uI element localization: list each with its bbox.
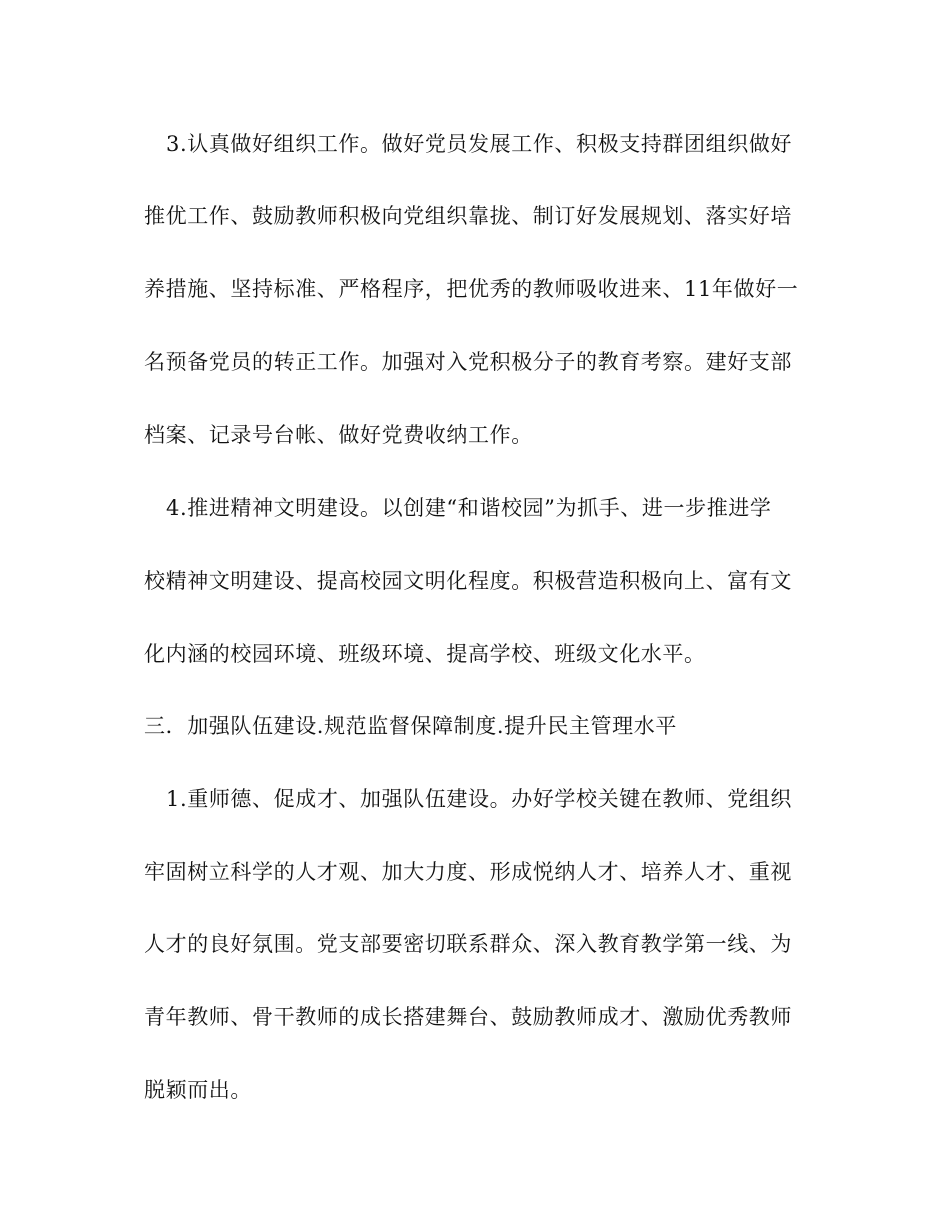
paragraph-1-line-1: 1.重师德、促成才、加强队伍建设。办好学校关键在教师、党组织 [166, 787, 793, 811]
paragraph-4-line-1: 4.推进精神文明建设。以创建“和谐校园”为抓手、进一步推进学 [166, 496, 772, 520]
paragraph-4-line-2: 校精神文明建设、提高校园文明化程度。积极营造积极向上、富有文 [144, 569, 792, 593]
paragraph-3-line-4: 名预备党员的转正工作。加强对入党积极分子的教育考察。建好支部 [144, 350, 792, 374]
paragraph-3-line-1: 3.认真做好组织工作。做好党员发展工作、积极支持群团组织做好 [166, 132, 793, 156]
paragraph-3-line-2: 推优工作、鼓励教师积极向党组织靠拢、制订好发展规划、落实好培 [144, 204, 792, 228]
section-heading-3: 三．加强队伍建设.规范监督保障制度.提升民主管理水平 [144, 714, 677, 738]
paragraph-1-line-5: 脱颖而出。 [144, 1078, 252, 1102]
paragraph-1-line-4: 青年教师、骨干教师的成长搭建舞台、鼓励教师成才、激励优秀教师 [144, 1005, 792, 1029]
paragraph-3-line-5: 档案、记录号台帐、做好党费收纳工作。 [144, 423, 533, 447]
paragraph-4-line-3: 化内涵的校园环境、班级环境、提高学校、班级文化水平。 [144, 642, 706, 666]
paragraph-1-line-3: 人才的良好氛围。党支部要密切联系群众、深入教育教学第一线、为 [144, 932, 792, 956]
paragraph-3-line-3: 养措施、坚持标准、严格程序，把优秀的教师吸收进来、11年做好一 [144, 277, 799, 301]
paragraph-1-line-2: 牢固树立科学的人才观、加大力度、形成悦纳人才、培养人才、重视 [144, 860, 792, 884]
